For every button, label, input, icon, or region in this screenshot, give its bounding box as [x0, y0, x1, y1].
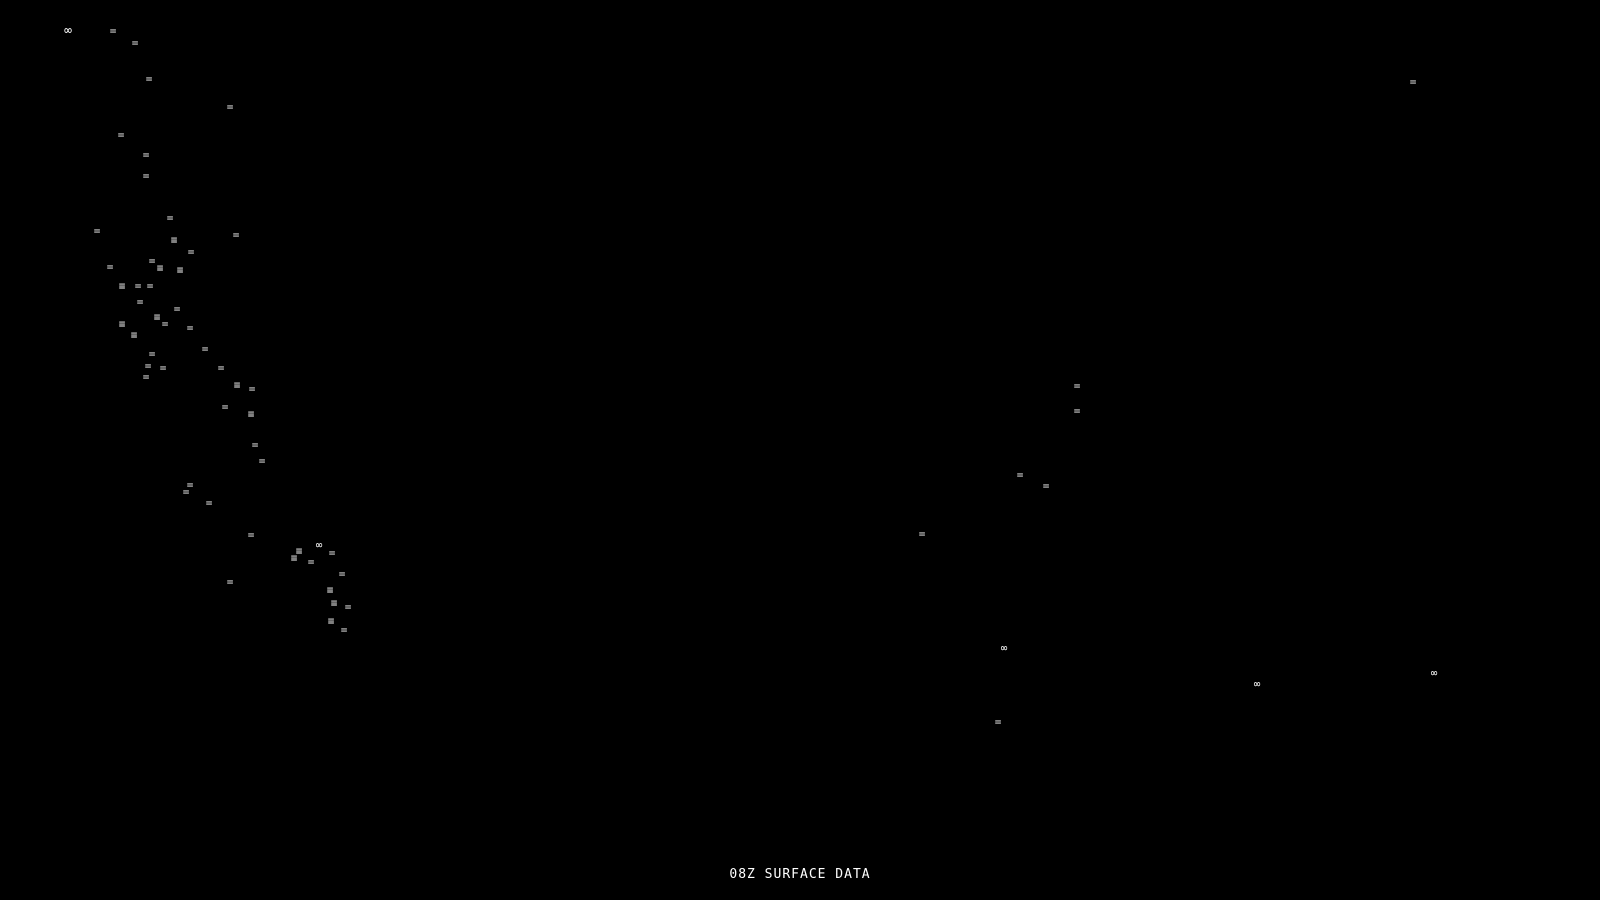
station-symbol: = — [148, 254, 156, 268]
station-symbol: = — [142, 370, 150, 384]
station-symbol: ∞ — [1430, 666, 1438, 680]
station-symbol: = — [205, 496, 213, 510]
station-symbol: = — [134, 279, 142, 293]
station-symbol: = — [166, 211, 174, 225]
station-symbol: = — [338, 567, 346, 581]
station-symbol: = — [159, 361, 167, 375]
station-symbol: = — [1016, 468, 1024, 482]
station-symbol: ≡ — [156, 261, 164, 275]
station-symbol: = — [1073, 404, 1081, 418]
station-symbol: ≡ — [247, 407, 255, 421]
map-caption: 08Z SURFACE DATA — [729, 867, 871, 882]
station-symbol: = — [344, 600, 352, 614]
station-symbol: = — [1073, 379, 1081, 393]
station-symbol: = — [247, 528, 255, 542]
station-symbol: ≡ — [153, 310, 161, 324]
station-symbol: ≡ — [233, 378, 241, 392]
station-symbol: ≡ — [330, 596, 338, 610]
station-symbol: = — [201, 342, 209, 356]
station-symbol: = — [994, 715, 1002, 729]
station-symbol: = — [340, 623, 348, 637]
station-symbol: ≡ — [295, 544, 303, 558]
station-symbol: = — [258, 454, 266, 468]
station-symbol: = — [131, 36, 139, 50]
station-symbol: = — [142, 169, 150, 183]
station-symbol: = — [93, 224, 101, 238]
station-symbol: ≡ — [290, 551, 298, 565]
station-symbol: ≡ — [176, 263, 184, 277]
station-symbol: ≡ — [327, 614, 335, 628]
station-symbol: = — [251, 438, 259, 452]
station-symbol: = — [187, 245, 195, 259]
station-symbol: = — [161, 317, 169, 331]
station-symbol: = — [144, 359, 152, 373]
station-symbol: ≡ — [118, 279, 126, 293]
station-symbol: = — [145, 72, 153, 86]
station-symbol: = — [221, 400, 229, 414]
station-symbol: = — [328, 546, 336, 560]
station-symbol: = — [146, 279, 154, 293]
station-symbol: = — [248, 382, 256, 396]
station-symbol: ≡ — [118, 317, 126, 331]
station-symbol: ≡ — [170, 233, 178, 247]
station-symbol: ≡ — [130, 328, 138, 342]
station-symbol: = — [307, 555, 315, 569]
station-symbol: = — [173, 302, 181, 316]
station-symbol: ∞ — [1000, 641, 1008, 655]
station-symbol: ≡ — [326, 583, 334, 597]
station-symbol: = — [109, 24, 117, 38]
station-symbol: = — [136, 295, 144, 309]
station-symbol: = — [186, 321, 194, 335]
station-symbol: = — [217, 361, 225, 375]
station-symbol: ∞ — [64, 23, 72, 39]
station-symbol: ∞ — [1253, 677, 1261, 691]
station-symbol: = — [142, 148, 150, 162]
station-symbol: = — [106, 260, 114, 274]
station-symbol: = — [182, 485, 190, 499]
station-symbol: = — [1042, 479, 1050, 493]
station-symbol: = — [148, 347, 156, 361]
station-symbol: = — [226, 100, 234, 114]
station-symbol: = — [918, 527, 926, 541]
station-symbol: = — [117, 128, 125, 142]
station-symbol: = — [232, 228, 240, 242]
station-symbol: ∞ — [315, 538, 323, 552]
station-symbol: = — [186, 478, 194, 492]
station-symbol: = — [1409, 75, 1417, 89]
station-symbol: = — [226, 575, 234, 589]
